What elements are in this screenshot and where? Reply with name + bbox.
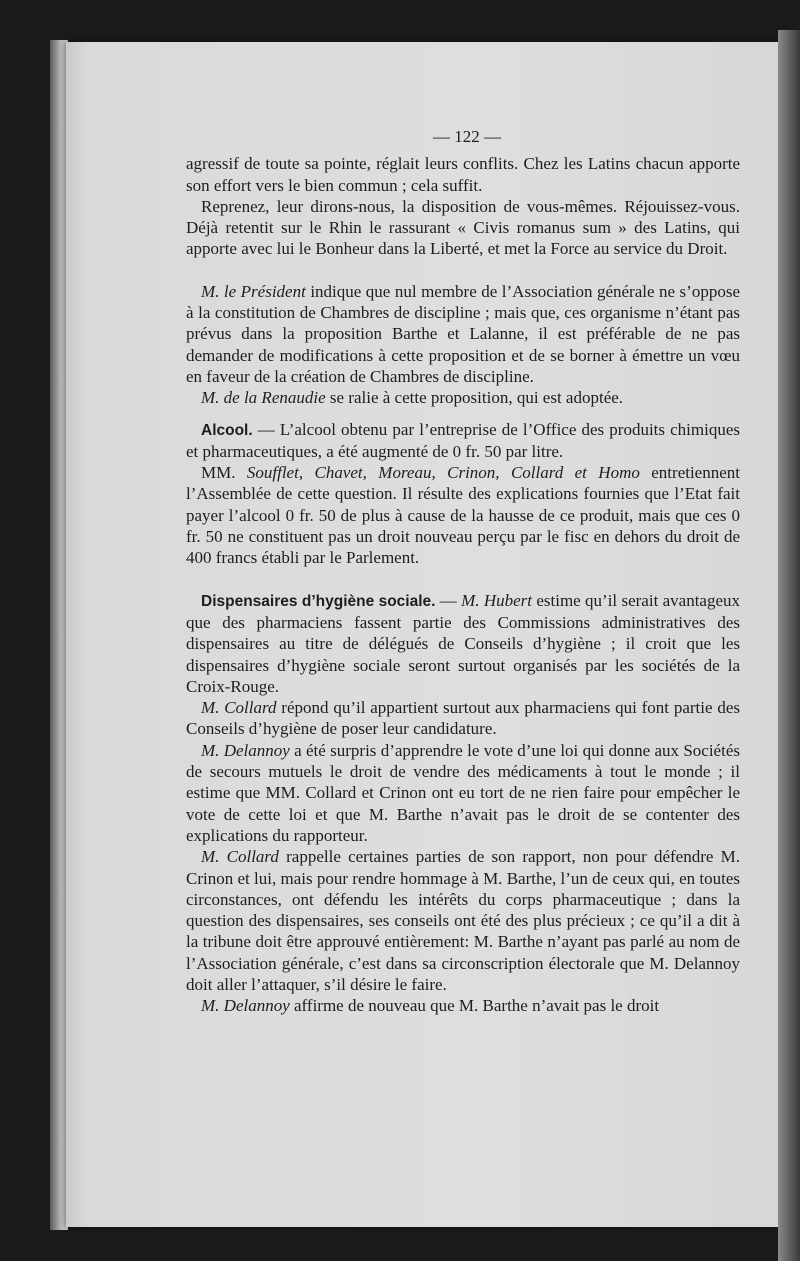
- section-heading: Alcool.: [201, 421, 253, 439]
- speaker-name: M. Collard: [201, 847, 279, 867]
- paragraph-text: estime qu’il serait avantageux que des pharmaciens fassent partie des Commissions administratives des dispensaires au titre de délégués de Conseils d’hygiène ; il croit que les dispensaires d’hygiène sociale seront surtout organisés par les sociétés de la Croix-Rouge.: [186, 590, 741, 696]
- paragraph: [186, 740, 740, 846]
- speaker-name: M. Delannoy: [201, 740, 290, 760]
- speaker-name: M. Collard: [201, 698, 277, 718]
- paragraph-text: —: [435, 590, 462, 610]
- paragraph-text: MM.: [201, 463, 247, 483]
- paragraph-text: a été surpris d’apprendre le vote d’une loi qui donne aux Sociétés de secours mutuels le droit de vendre des médicaments à tout le monde ; il estime que MM. Collard et Crinon ont eu tort de ne rien faire pour empêcher le vote de cette loi et que M. Barthe n’avait pas le droit de se contenter des explications du rapporteur.: [186, 740, 740, 845]
- section-heading: Dispensaires d’hygiène sociale.: [201, 592, 436, 610]
- speaker-name: M. de la Renaudie: [201, 388, 326, 408]
- paragraph: [186, 462, 740, 568]
- paragraph-text: se ralie à cette proposition, qui est adoptée.: [325, 388, 624, 408]
- paragraph-text: répond qu’il appartient surtout aux pharmaciens qui font partie des Conseils d’hygiène de poser leur candidature.: [186, 698, 741, 739]
- page-number: — 122 —: [433, 127, 501, 146]
- paragraph-text: indique que nul membre de l’Association générale ne s’oppose à la constitution de Chambres de discipline ; mais que, ces organisme n’étant pas prévus dans la proposition Barthe et Lalanne, il est préférable de ne pas demander de modifications à cette proposition et de se borner à émettre un vœu en faveur de la création de Chambres de discipline.: [186, 281, 740, 386]
- paragraph-text: rappelle certaines parties de son rapport, non pour défendre M. Crinon et lui, mais pour rendre hommage à M. Barthe, l’un de ceux qui, en toutes circonstances, ont défendu les intérêts du corps pharmaceutique ; dans la question des dispensaires, ses conseils ont été des plus précieux ; ce qu’il a dit à la tribune doit être approuvé entièrement: M. Barthe n’ayant pas parlé au nom de l’Association générale, c’est dans sa circonscription électorale que M. Delannoy doit aller l’attaquer, s’il désire le faire.: [186, 847, 741, 994]
- paragraph: [186, 846, 740, 995]
- speaker-name: M. Hubert: [461, 590, 533, 610]
- paragraph: [186, 697, 740, 740]
- paragraph-text: entretiennent l’Assemblée de cette question. Il résulte des explications fournies que l’Etat fait payer l’alcool 0 fr. 50 de plus à cause de la hausse de ce produit, mais que ces 0 fr. 50 ne constituent pas un droit nouveau perçu par le fisc en dehors du droit de 400 francs établi par le Parlement.: [186, 463, 740, 568]
- paragraph: [186, 995, 740, 1016]
- paragraph: [186, 590, 740, 697]
- paragraph-text: affirme de nouveau que M. Barthe n’avait pas le droit: [289, 996, 660, 1016]
- paragraph: [186, 281, 740, 387]
- paragraph: [186, 419, 740, 463]
- page-text: [186, 126, 740, 1017]
- speaker-names: Soufflet, Chavet, Moreau, Crinon, Collard et Homo: [246, 463, 640, 483]
- speaker-name: M. le Président: [201, 281, 306, 301]
- paragraph: Reprenez, leur dirons-nous, la disposition de vous-mêmes. Réjouissez-vous. Déjà retentit sur le Rhin le rassurant « Civis romanus sum » des Latins, qui apporte avec lui le Bonheur dans la Liberté, et met la Force au service du Droit.: [186, 196, 740, 259]
- paragraph: agressif de toute sa pointe, réglait leurs conflits. Chez les Latins chacun apporte son effort vers le bien commun ; cela suffit.: [186, 154, 740, 195]
- scan-border: [778, 30, 800, 1261]
- paragraph-text: — L’alcool obtenu par l’entreprise de l’Office des produits chimiques et pharmaceutiques, a été augmenté de 0 fr. 50 par litre.: [186, 419, 740, 461]
- speaker-name: M. Delannoy: [201, 996, 290, 1016]
- paragraph: [186, 387, 740, 408]
